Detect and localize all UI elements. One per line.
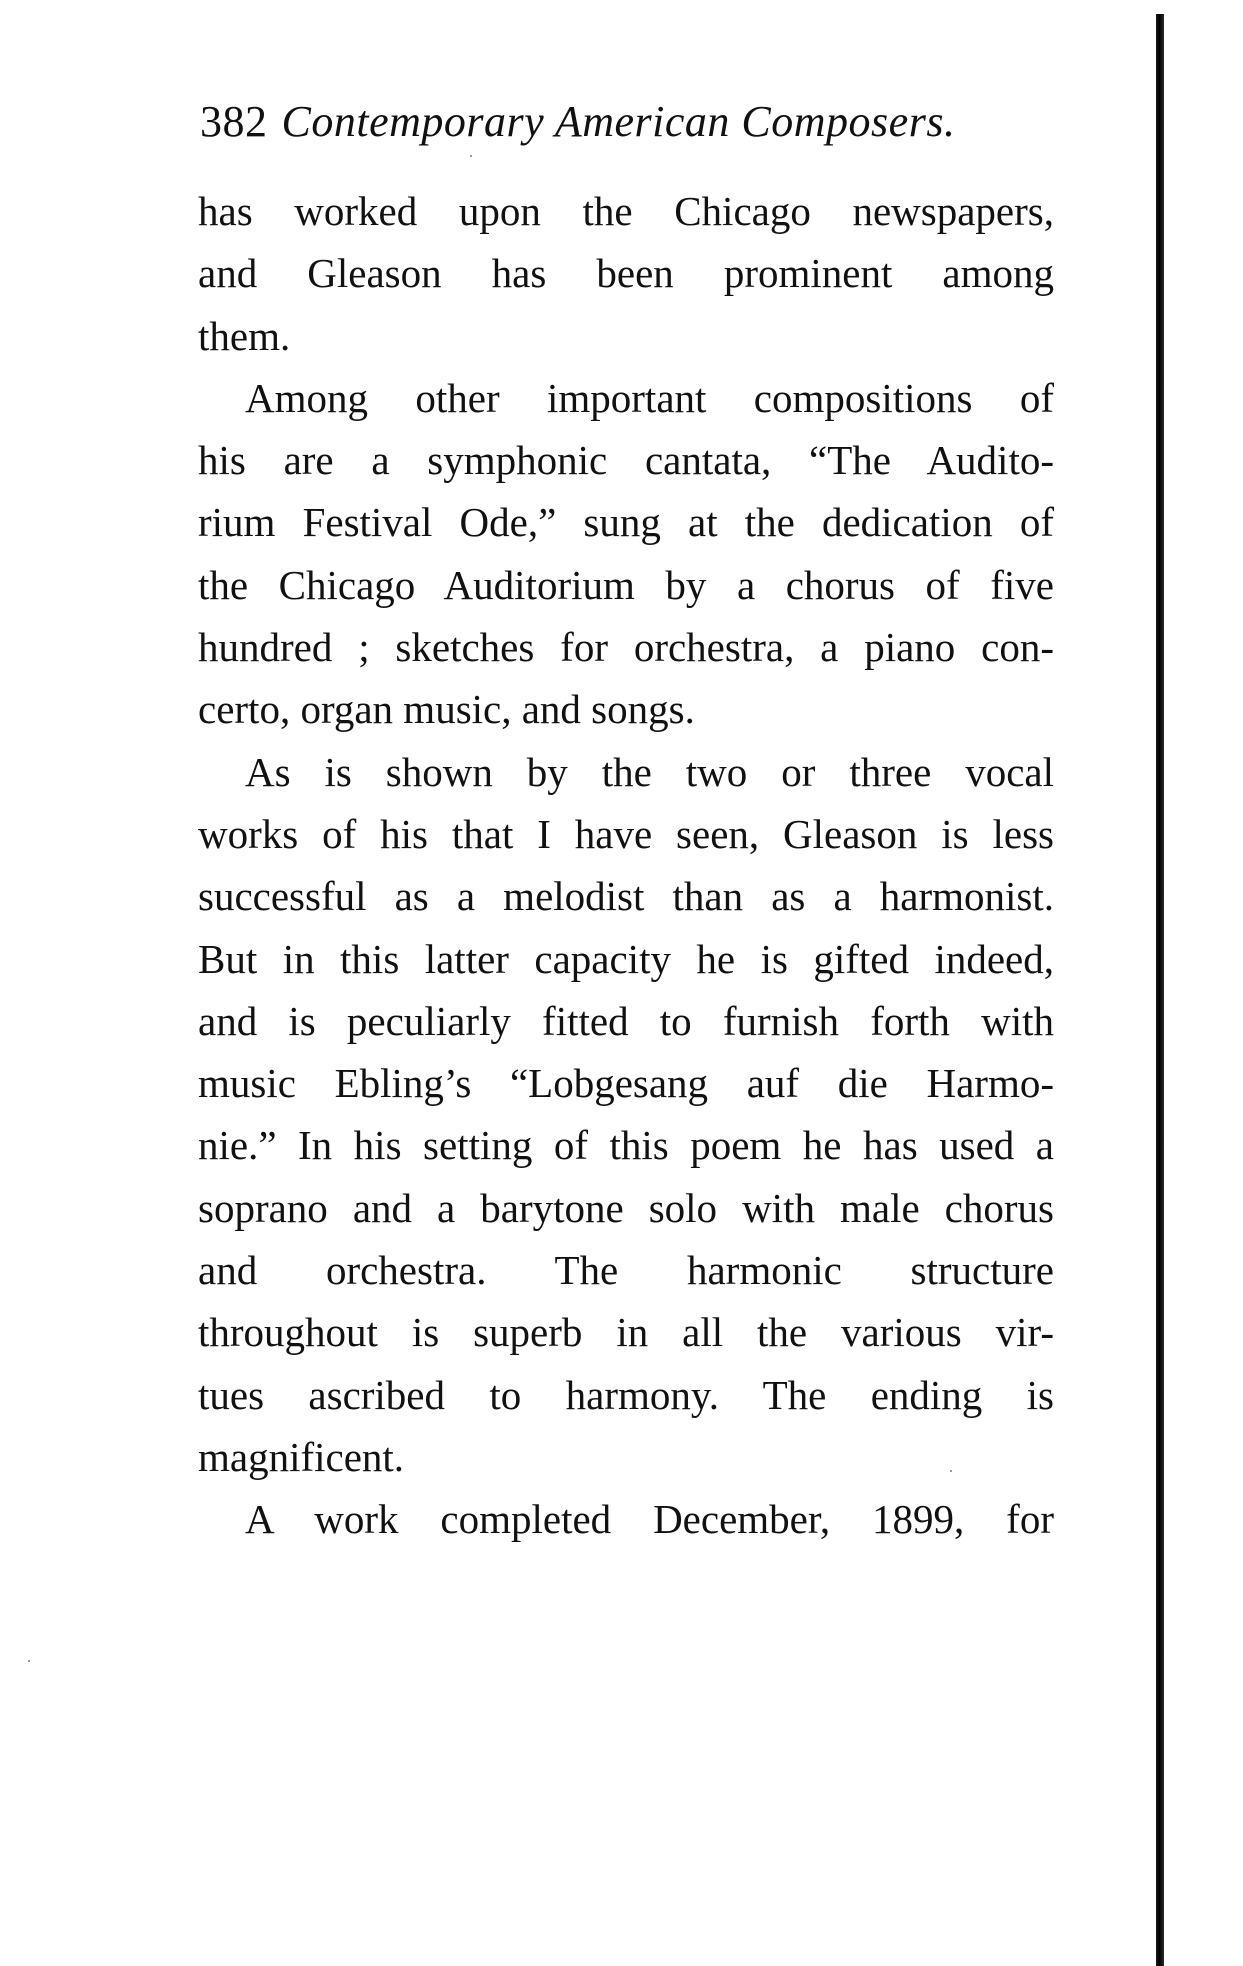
scan-speck bbox=[950, 1470, 952, 1472]
text-line: them. bbox=[198, 312, 291, 359]
text-line: But in this latter capacity he is gifted indeed, bbox=[198, 935, 1054, 982]
text-line: his are a symphonic cantata, “The Audito- bbox=[198, 437, 1054, 484]
text-line: and is peculiarly fitted to furnish forth with bbox=[198, 997, 1054, 1044]
page-number: 382 bbox=[200, 97, 268, 146]
text-line: the Chicago Auditorium by a chorus of five bbox=[198, 561, 1054, 608]
text-line: has worked upon the Chicago newspapers, bbox=[198, 188, 1054, 234]
text-line: music Ebling’s “Lobgesang auf die Harmo- bbox=[198, 1060, 1054, 1107]
text-line: throughout is superb in all the various vir- bbox=[198, 1309, 1054, 1356]
text-line: works of his that I have seen, Gleason is less bbox=[198, 810, 1054, 857]
running-head bbox=[200, 92, 955, 152]
body-text bbox=[198, 180, 1054, 1551]
paragraph-first-line: A work completed December, 1899, for bbox=[245, 1496, 1054, 1543]
scan-speck bbox=[470, 155, 472, 157]
text-line: nie.” In his setting of this poem he has used a bbox=[198, 1122, 1054, 1169]
paragraph-first-line: Among other important compositions of bbox=[245, 374, 1054, 421]
binding-shadow bbox=[1156, 14, 1164, 1966]
text-line: magnificent. bbox=[198, 1433, 405, 1480]
scan-speck bbox=[28, 1660, 30, 1662]
text-line: rium Festival Ode,” sung at the dedication of bbox=[198, 499, 1054, 546]
text-line: and orchestra. The harmonic structure bbox=[198, 1247, 1054, 1294]
text-line: certo, organ music, and songs. bbox=[198, 686, 695, 733]
text-line: successful as a melodist than as a harmonist. bbox=[198, 873, 1054, 920]
text-line: soprano and a barytone solo with male chorus bbox=[198, 1184, 1054, 1231]
text-line: and Gleason has been prominent among bbox=[198, 250, 1054, 297]
paragraph-first-line: As is shown by the two or three vocal bbox=[245, 748, 1054, 795]
text-line: tues ascribed to harmony. The ending is bbox=[198, 1371, 1054, 1418]
running-title: Contemporary American Composers. bbox=[281, 97, 956, 146]
text-line: hundred ; sketches for orchestra, a piano con- bbox=[198, 624, 1054, 671]
